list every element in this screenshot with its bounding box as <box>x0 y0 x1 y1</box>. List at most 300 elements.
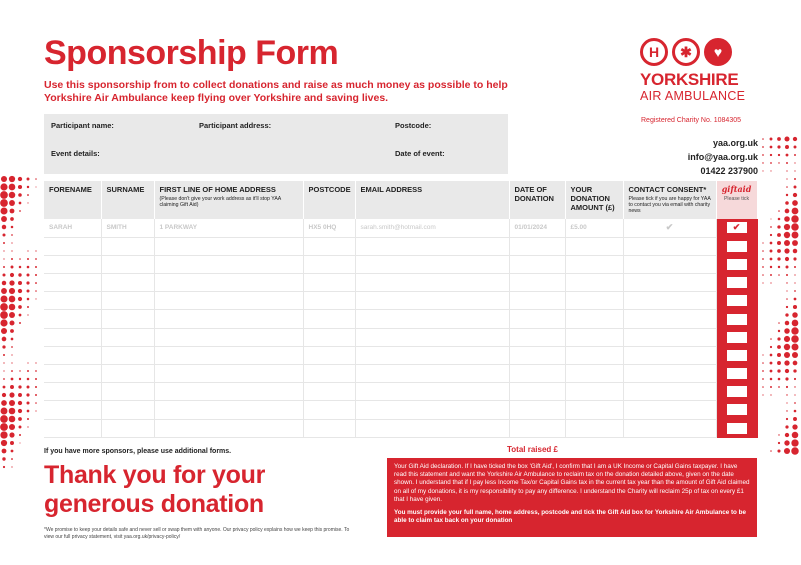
decorative-dot <box>778 378 781 381</box>
decorative-dot <box>770 394 771 395</box>
decorative-dot <box>784 248 789 253</box>
decorative-dot <box>11 234 13 236</box>
table-row <box>44 274 757 292</box>
example-consent[interactable]: ✔ <box>623 219 716 237</box>
table-cell[interactable] <box>565 365 623 383</box>
table-cell[interactable] <box>154 346 303 364</box>
table-cell[interactable] <box>623 310 716 328</box>
decorative-dot <box>770 242 773 245</box>
decorative-dot <box>792 208 799 215</box>
decorative-dot <box>35 266 37 268</box>
decorative-dot <box>3 266 5 268</box>
decorative-dot <box>3 354 5 356</box>
decorative-dot <box>786 298 788 300</box>
decorative-dot <box>2 225 6 229</box>
decorative-dot <box>11 450 14 453</box>
decorative-dot <box>784 344 790 350</box>
table-cell[interactable] <box>44 419 101 437</box>
total-raised-label: Total raised £ <box>507 445 558 454</box>
decorative-dot <box>784 336 790 342</box>
decorative-dot <box>11 338 14 341</box>
decorative-dot <box>777 449 780 452</box>
decorative-dot <box>777 241 781 245</box>
table-cell[interactable] <box>565 237 623 255</box>
decorative-dot <box>1 288 7 294</box>
decorative-dot <box>792 240 798 246</box>
table-cell[interactable] <box>44 346 101 364</box>
giftaid-checkbox[interactable] <box>727 314 747 325</box>
decorative-dot <box>11 242 12 243</box>
decorative-dot <box>786 290 787 291</box>
example-date[interactable]: 01/01/2024 <box>509 219 565 237</box>
decorative-dot <box>10 209 15 214</box>
decorative-dot <box>770 170 771 171</box>
decorative-dot <box>786 154 789 157</box>
table-cell[interactable] <box>623 346 716 364</box>
table-cell[interactable] <box>154 365 303 383</box>
table-cell[interactable] <box>101 310 154 328</box>
table-cell[interactable] <box>623 237 716 255</box>
table-cell[interactable] <box>509 419 565 437</box>
table-cell[interactable] <box>355 419 509 437</box>
decorative-dot <box>3 362 4 363</box>
decorative-dot <box>785 313 788 316</box>
decorative-dot <box>778 154 780 156</box>
col-surname: SURNAME <box>101 181 154 219</box>
decorative-dot <box>11 226 14 229</box>
table-cell[interactable] <box>355 274 509 292</box>
decorative-dot <box>777 257 780 260</box>
table-cell[interactable] <box>154 328 303 346</box>
table-cell[interactable] <box>509 346 565 364</box>
decorative-dot <box>778 162 779 163</box>
decorative-dot <box>35 258 37 260</box>
table-cell[interactable] <box>565 383 623 401</box>
decorative-dots-right <box>751 135 801 455</box>
table-cell[interactable] <box>509 292 565 310</box>
decorative-dot <box>793 257 796 260</box>
decorative-dot <box>27 378 30 381</box>
decorative-dot <box>770 146 773 149</box>
decorative-dot <box>27 266 30 269</box>
example-giftaid[interactable] <box>716 219 757 237</box>
decorative-dot <box>18 385 21 388</box>
decorative-dot <box>18 289 22 293</box>
decorative-dot <box>19 314 22 317</box>
decorative-dot <box>770 282 771 283</box>
decorative-dot <box>2 337 7 342</box>
decorative-dot <box>2 449 7 454</box>
decorative-dot <box>35 274 37 276</box>
logo-name: YORKSHIRE <box>640 70 739 89</box>
decorative-dot <box>784 448 790 454</box>
table-cell[interactable] <box>565 328 623 346</box>
table-cell[interactable] <box>303 383 355 401</box>
decorative-dot <box>778 434 779 435</box>
table-cell[interactable] <box>303 419 355 437</box>
decorative-dot <box>792 320 799 327</box>
table-cell[interactable] <box>509 328 565 346</box>
table-cell[interactable] <box>565 419 623 437</box>
decorative-dot <box>3 258 4 259</box>
decorative-dot <box>762 282 763 283</box>
decorative-dot <box>9 288 15 294</box>
table-cell[interactable] <box>565 255 623 273</box>
table-cell[interactable] <box>509 383 565 401</box>
decorative-dot <box>27 362 28 363</box>
decorative-dot <box>9 280 14 285</box>
decorative-dot <box>791 447 799 455</box>
decorative-dot <box>19 442 20 443</box>
decorative-dot <box>18 193 22 197</box>
table-cell[interactable] <box>303 328 355 346</box>
table-cell[interactable] <box>623 401 716 419</box>
decorative-dot <box>762 162 763 163</box>
decorative-dot <box>785 321 790 326</box>
table-cell[interactable] <box>101 365 154 383</box>
table-cell[interactable] <box>565 274 623 292</box>
giftaid-checkbox[interactable] <box>727 295 747 306</box>
decorative-dot <box>778 442 780 444</box>
decorative-dot <box>18 185 22 189</box>
giftaid-checkbox[interactable] <box>727 241 747 252</box>
decorative-dot <box>791 335 799 343</box>
table-cell[interactable] <box>623 365 716 383</box>
col-giftaid: giftaid Please tick <box>716 181 757 219</box>
decorative-dot <box>791 439 798 446</box>
decorative-dot <box>770 234 772 236</box>
decorative-dot <box>784 328 790 334</box>
giftaid-cell[interactable] <box>716 383 757 401</box>
table-cell[interactable] <box>303 255 355 273</box>
table-cell[interactable] <box>44 365 101 383</box>
postcode-field[interactable]: Postcode: <box>395 121 432 130</box>
decorative-dot <box>793 193 797 197</box>
decorative-dot <box>770 338 772 340</box>
decorative-dot <box>35 186 36 187</box>
decorative-dot <box>9 176 15 182</box>
decorative-dot <box>770 450 772 452</box>
example-amount[interactable]: £5.00 <box>565 219 623 237</box>
decorative-dot <box>35 394 37 396</box>
table-row <box>44 328 757 346</box>
decorative-dot <box>794 410 797 413</box>
table-cell[interactable] <box>565 401 623 419</box>
example-forename[interactable]: SARAH <box>44 219 101 237</box>
decorative-dot <box>792 432 799 439</box>
col-amount: YOUR DONATION AMOUNT (£) <box>565 181 623 219</box>
decorative-dot <box>10 329 14 333</box>
decorative-dot <box>770 138 773 141</box>
table-cell[interactable] <box>355 237 509 255</box>
decorative-dot <box>11 266 14 269</box>
decorative-dot <box>27 298 30 301</box>
decorative-dot <box>9 184 16 191</box>
table-cell[interactable] <box>101 383 154 401</box>
decorative-dot <box>784 352 790 358</box>
decorative-dot <box>770 386 772 388</box>
decorative-dot <box>794 290 796 292</box>
table-cell[interactable] <box>355 365 509 383</box>
table-cell[interactable] <box>44 383 101 401</box>
table-cell[interactable] <box>303 365 355 383</box>
decorative-dot <box>27 306 29 308</box>
decorative-dot <box>762 266 764 268</box>
decorative-dot <box>26 401 29 404</box>
event-date-field[interactable]: Date of event: <box>395 149 445 158</box>
decorative-dot <box>762 370 764 372</box>
giftaid-checkbox[interactable] <box>727 368 747 379</box>
giftaid-checkbox[interactable]: ✔ <box>727 222 747 233</box>
decorative-dot <box>794 402 796 404</box>
decorative-dot <box>2 233 5 236</box>
table-cell[interactable] <box>154 401 303 419</box>
table-cell[interactable] <box>154 383 303 401</box>
table-cell[interactable] <box>303 346 355 364</box>
table-cell[interactable] <box>623 292 716 310</box>
decorative-dot <box>793 417 797 421</box>
giftaid-cell[interactable] <box>716 310 757 328</box>
table-cell[interactable] <box>44 328 101 346</box>
table-cell[interactable] <box>154 419 303 437</box>
decorative-dot <box>792 232 799 239</box>
example-email[interactable]: sarah.smith@hotmail.com <box>355 219 509 237</box>
decorative-dot <box>27 386 30 389</box>
decorative-dot <box>27 370 29 372</box>
decorative-dot <box>784 360 789 365</box>
decorative-dot <box>0 415 8 423</box>
table-cell[interactable] <box>101 419 154 437</box>
table-cell[interactable] <box>101 328 154 346</box>
decorative-dot <box>785 377 788 380</box>
table-cell[interactable] <box>44 237 101 255</box>
phone-number: 01422 237900 <box>700 166 758 176</box>
decorative-dot <box>27 314 28 315</box>
decorative-dot <box>778 218 781 221</box>
table-cell[interactable] <box>509 401 565 419</box>
table-cell[interactable] <box>623 383 716 401</box>
table-cell[interactable] <box>623 328 716 346</box>
table-cell[interactable] <box>509 365 565 383</box>
giftaid-checkbox[interactable] <box>727 332 747 343</box>
table-cell[interactable] <box>565 346 623 364</box>
decorative-dot <box>762 274 764 276</box>
table-cell[interactable] <box>355 346 509 364</box>
table-cell[interactable] <box>355 292 509 310</box>
table-cell[interactable] <box>101 401 154 419</box>
participant-details <box>44 114 508 174</box>
giftaid-checkbox[interactable] <box>727 404 747 415</box>
decorative-dot <box>791 223 798 230</box>
giftaid-cell[interactable] <box>716 346 757 364</box>
table-cell[interactable] <box>101 255 154 273</box>
table-cell[interactable] <box>154 237 303 255</box>
decorative-dot <box>9 200 15 206</box>
table-cell[interactable] <box>623 255 716 273</box>
giftaid-cell[interactable] <box>716 401 757 419</box>
decorative-dot <box>793 249 798 254</box>
decorative-dot <box>777 337 780 340</box>
decorative-dot <box>785 425 788 428</box>
table-cell[interactable] <box>565 310 623 328</box>
giftaid-checkbox[interactable] <box>727 423 747 434</box>
table-row <box>44 237 757 255</box>
giftaid-checkbox[interactable] <box>727 386 747 397</box>
decorative-dot <box>26 393 29 396</box>
table-cell[interactable] <box>303 310 355 328</box>
table-cell[interactable] <box>303 292 355 310</box>
decorative-dot <box>794 154 796 156</box>
table-cell[interactable] <box>509 274 565 292</box>
decorative-dot <box>0 207 7 214</box>
decorative-dot <box>785 201 789 205</box>
table-cell[interactable] <box>509 310 565 328</box>
table-cell[interactable] <box>44 274 101 292</box>
table-cell[interactable] <box>303 401 355 419</box>
participant-name-field[interactable]: Participant name: <box>51 121 114 130</box>
decorative-dot <box>0 199 8 207</box>
decorative-dot <box>777 345 781 349</box>
decorative-dot <box>27 426 28 427</box>
col-email: EMAIL ADDRESS <box>355 181 509 219</box>
decorative-dot <box>9 408 16 415</box>
decorative-dot <box>770 154 772 156</box>
table-cell[interactable] <box>101 237 154 255</box>
table-cell[interactable] <box>623 274 716 292</box>
example-address[interactable]: 1 PARKWAY <box>154 219 303 237</box>
decorative-dot <box>19 266 22 269</box>
decorative-dot <box>762 386 764 388</box>
table-cell[interactable] <box>154 292 303 310</box>
decorative-dot <box>19 258 21 260</box>
giftaid-cell[interactable] <box>716 292 757 310</box>
page-title: Sponsorship Form <box>44 34 339 72</box>
decorative-dot <box>786 282 787 283</box>
decorative-dot <box>27 250 28 251</box>
giftaid-cell[interactable] <box>716 365 757 383</box>
table-cell[interactable] <box>44 401 101 419</box>
table-cell[interactable] <box>101 292 154 310</box>
decorative-dot <box>786 402 787 403</box>
participant-address-field[interactable]: Participant address: <box>199 121 272 130</box>
event-details-field[interactable]: Event details: <box>51 149 100 158</box>
table-cell[interactable] <box>509 237 565 255</box>
giftaid-cell[interactable] <box>716 274 757 292</box>
decorative-dot <box>770 362 773 365</box>
privacy-note: *We promise to keep your details safe and never sell or swap them with anyone. Our privacy policy explains how we keep this promise. To view our full privacy statement, visit yaa.org.uk/privacy-policy/ <box>44 527 350 540</box>
decorative-dot <box>791 327 798 334</box>
decorative-dot <box>794 394 795 395</box>
decorative-dot <box>793 361 798 366</box>
table-cell[interactable] <box>44 255 101 273</box>
decorative-dot <box>794 266 796 268</box>
giftaid-cell[interactable] <box>716 255 757 273</box>
decorative-dot <box>19 378 21 380</box>
decorative-dot <box>10 321 15 326</box>
giftaid-cell[interactable] <box>716 419 757 437</box>
table-row <box>44 346 757 364</box>
decorative-dot <box>785 257 789 261</box>
decorative-dot <box>27 186 29 188</box>
sponsors-table <box>44 181 758 438</box>
table-cell[interactable] <box>623 419 716 437</box>
table-cell[interactable] <box>565 292 623 310</box>
decorative-dot <box>0 431 7 438</box>
decorative-dot <box>786 386 788 388</box>
table-cell[interactable] <box>303 274 355 292</box>
decorative-dot <box>1 176 7 182</box>
table-cell[interactable] <box>355 401 509 419</box>
table-cell[interactable] <box>44 292 101 310</box>
decorative-dot <box>35 250 36 251</box>
decorative-dot <box>18 273 21 276</box>
giftaid-checkbox[interactable] <box>727 350 747 361</box>
decorative-dot <box>794 186 797 189</box>
decorative-dot <box>27 290 30 293</box>
decorative-dot <box>27 258 29 260</box>
decorative-dot <box>791 343 798 350</box>
giftaid-checkbox[interactable] <box>727 277 747 288</box>
table-cell[interactable] <box>154 255 303 273</box>
table-cell[interactable] <box>303 237 355 255</box>
giftaid-checkbox[interactable] <box>727 259 747 270</box>
table-cell[interactable] <box>509 255 565 273</box>
decorative-dot <box>19 210 21 212</box>
decorative-dot <box>778 322 780 324</box>
table-row-example <box>44 219 757 237</box>
more-sponsors-note: If you have more sponsors, please use additional forms. <box>44 448 232 455</box>
table-cell[interactable] <box>355 255 509 273</box>
example-surname[interactable]: SMITH <box>101 219 154 237</box>
decorative-dot <box>794 298 797 301</box>
decorative-dot <box>770 378 773 381</box>
decorative-dots-left <box>0 175 50 475</box>
decorative-dot <box>1 400 7 406</box>
email-link[interactable]: info@yaa.org.uk <box>687 152 758 162</box>
intro-text: Use this sponsorship from to collect donations and raise as much money as possible to help Yorkshire Air Ambulance keep flying over Yorkshire and saving lives. <box>44 79 508 104</box>
table-cell[interactable] <box>355 310 509 328</box>
table-cell[interactable] <box>355 328 509 346</box>
table-cell[interactable] <box>154 274 303 292</box>
decorative-dot <box>10 441 14 445</box>
giftaid-declaration-text: Your Gift Aid declaration. If I have ticked the box 'Gift Aid', I confirm that I am a UK Income or Capital Gains taxpayer. I have read this statement and want the Yorkshire Air Ambulance to reclaim tax on the donation detailed above, given on the date shown. I understand that if I pay less Income Tax/or Capital Gains tax in the current tax year than the amount of Gift Aid claimed on all of my donations, it is my responsibility to pay any difference. I understand the Charity will reclaim 25p of tax on every £1 that I have given. <box>394 463 750 503</box>
decorative-dot <box>762 138 764 140</box>
table-cell[interactable] <box>101 274 154 292</box>
decorative-dot <box>770 354 773 357</box>
decorative-dot <box>35 378 37 380</box>
decorative-dot <box>786 162 788 164</box>
decorative-dot <box>35 282 37 284</box>
decorative-dot <box>0 319 7 326</box>
table-cell[interactable] <box>355 383 509 401</box>
decorative-dot <box>785 145 789 149</box>
decorative-dot <box>27 410 30 413</box>
decorative-dot <box>35 370 37 372</box>
decorative-dot <box>3 242 5 244</box>
table-cell[interactable] <box>44 310 101 328</box>
decorative-dot <box>0 423 8 431</box>
giftaid-cell[interactable] <box>716 328 757 346</box>
example-postcode[interactable]: HX5 0HQ <box>303 219 355 237</box>
decorative-dot <box>18 281 22 285</box>
hospital-icon: H <box>640 38 668 66</box>
decorative-dot <box>778 274 780 276</box>
table-cell[interactable] <box>101 346 154 364</box>
giftaid-cell[interactable] <box>716 237 757 255</box>
table-cell[interactable] <box>154 310 303 328</box>
decorative-dot <box>9 416 16 423</box>
website-link[interactable]: yaa.org.uk <box>712 138 758 148</box>
